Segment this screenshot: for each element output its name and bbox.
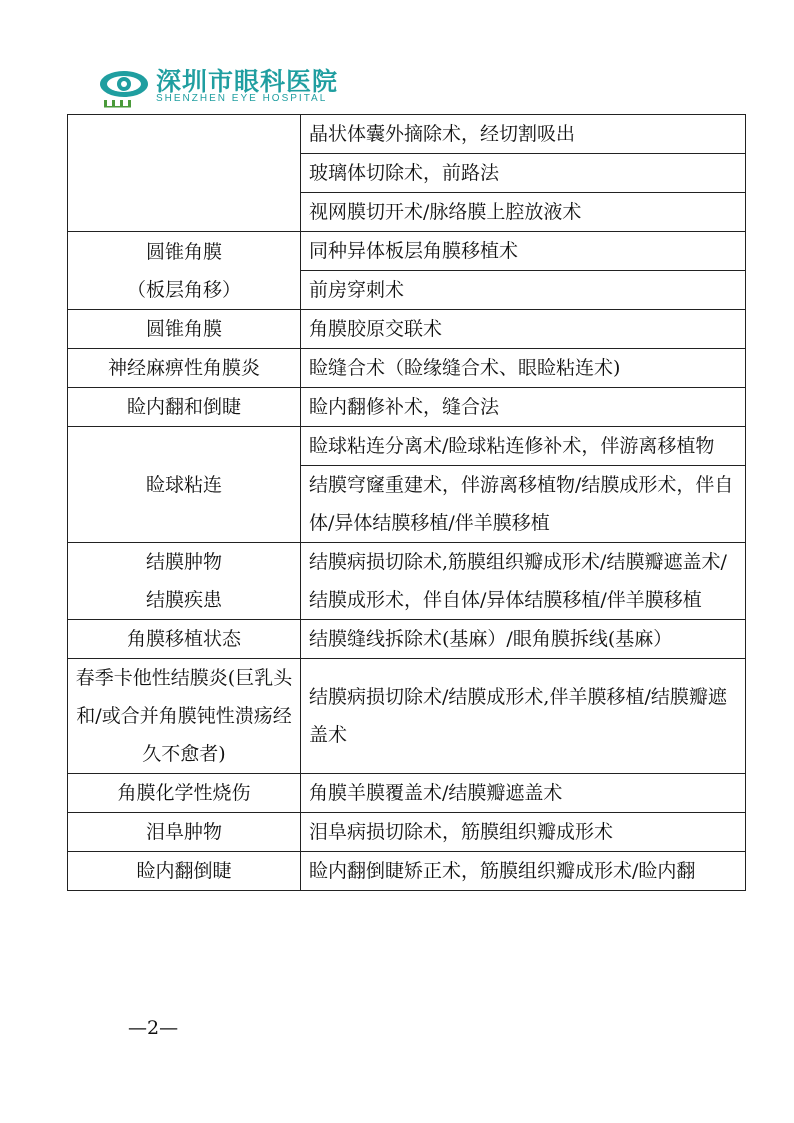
procedure-table-wrapper [67,114,746,891]
condition-cell: 圆锥角膜 [68,310,301,349]
table-row [68,543,746,620]
procedure-cell: 睑内翻倒睫矫正术，筋膜组织瓣成形术/睑内翻 [301,852,746,891]
procedure-table-body [68,115,746,891]
procedure-cell: 结膜病损切除术/结膜成形术,伴羊膜移植/结膜瓣遮盖术 [301,659,746,774]
procedure-cell: 角膜羊膜覆盖术/结膜瓣遮盖术 [301,774,746,813]
condition-cell: 神经麻痹性角膜炎 [68,349,301,388]
procedure-cell: 结膜病损切除术,筋膜组织瓣成形术/结膜瓣遮盖术/结膜成形术，伴自体/异体结膜移植/伴羊膜移植 [301,543,746,620]
procedure-cell: 晶状体囊外摘除术，经切割吸出 [301,115,746,154]
condition-cell: 角膜化学性烧伤 [68,774,301,813]
procedure-cell: 同种异体板层角膜移植术 [301,232,746,271]
condition-cell: 结膜肿物 结膜疾患 [68,543,301,620]
procedure-cell: 睑缝合术（睑缘缝合术、眼睑粘连术) [301,349,746,388]
table-row [68,310,746,349]
procedure-table [67,114,746,891]
condition-cell: 圆锥角膜 （板层角移） [68,232,301,310]
table-row [68,349,746,388]
table-row [68,774,746,813]
procedure-cell: 前房穿刺术 [301,271,746,310]
condition-cell: 泪阜肿物 [68,813,301,852]
logo-stamp [328,62,340,102]
table-row [68,659,746,774]
table-row [68,620,746,659]
procedure-cell: 玻璃体切除术，前路法 [301,154,746,193]
condition-cell: 睑内翻倒睫 [68,852,301,891]
condition-cell: 春季卡他性结膜炎(巨乳头和/或合并角膜钝性溃疡经久不愈者) [68,659,301,774]
procedure-cell: 睑球粘连分离术/睑球粘连修补术，伴游离移植物 [301,427,746,466]
procedure-cell: 角膜胶原交联术 [301,310,746,349]
table-row [68,115,746,154]
logo-english-name: SHENZHEN EYE HOSPITAL [156,93,328,104]
procedure-cell: 睑内翻修补术，缝合法 [301,388,746,427]
table-row [68,232,746,271]
eye-logo-icon [98,64,150,108]
condition-cell [68,115,301,232]
page-number: —2— [128,1017,179,1039]
procedure-cell: 结膜缝线拆除术(基麻）/眼角膜拆线(基麻） [301,620,746,659]
logo-chinese-name: 深圳市眼科医院 [156,67,339,96]
procedure-cell: 视网膜切开术/脉络膜上腔放液术 [301,193,746,232]
table-row [68,427,746,466]
condition-cell: 睑内翻和倒睫 [68,388,301,427]
condition-cell: 角膜移植状态 [68,620,301,659]
hospital-logo [98,60,348,110]
procedure-cell: 泪阜病损切除术，筋膜组织瓣成形术 [301,813,746,852]
table-row [68,813,746,852]
table-row [68,852,746,891]
table-row [68,388,746,427]
condition-cell: 睑球粘连 [68,427,301,543]
procedure-cell: 结膜穹窿重建术，伴游离移植物/结膜成形术，伴自体/异体结膜移植/伴羊膜移植 [301,466,746,543]
